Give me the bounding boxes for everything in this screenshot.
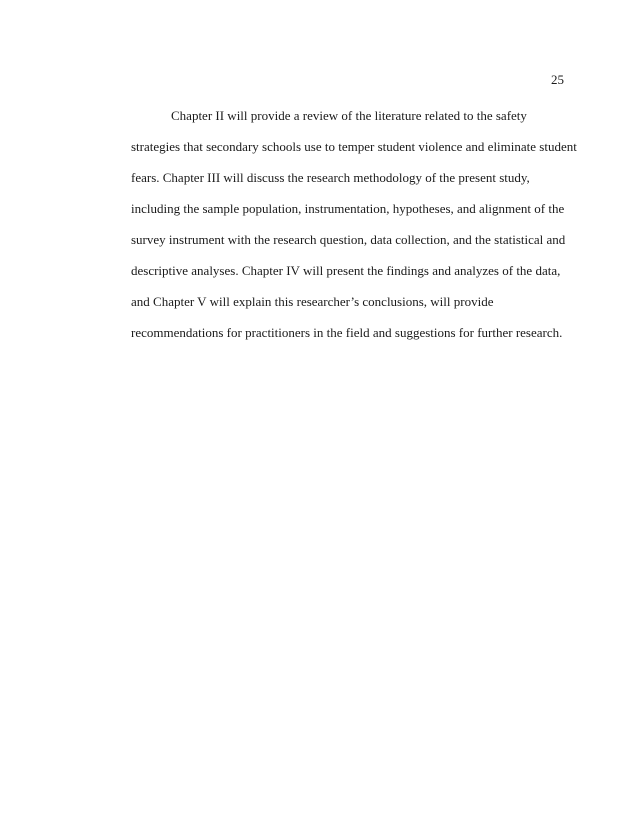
paragraph-line: Chapter II will provide a review of the literature related to the safety: [171, 108, 527, 123]
paragraph-line: including the sample population, instrumentation, hypotheses, and alignment of the: [131, 201, 565, 216]
paragraph-line: descriptive analyses. Chapter IV will present the findings and analyzes of the data,: [131, 263, 561, 278]
paragraph-line: survey instrument with the research question, data collection, and the statistical and: [131, 232, 566, 247]
paragraph-line: fears. Chapter III will discuss the research methodology of the present study,: [131, 170, 530, 185]
page-number: 25: [551, 72, 564, 87]
paragraph-line: strategies that secondary schools use to temper student violence and eliminate student: [131, 139, 577, 154]
paragraph-line: recommendations for practitioners in the field and suggestions for further research.: [131, 325, 563, 340]
body-paragraph: [131, 100, 577, 348]
paragraph-line: and Chapter V will explain this researcher’s conclusions, will provide: [131, 294, 494, 309]
